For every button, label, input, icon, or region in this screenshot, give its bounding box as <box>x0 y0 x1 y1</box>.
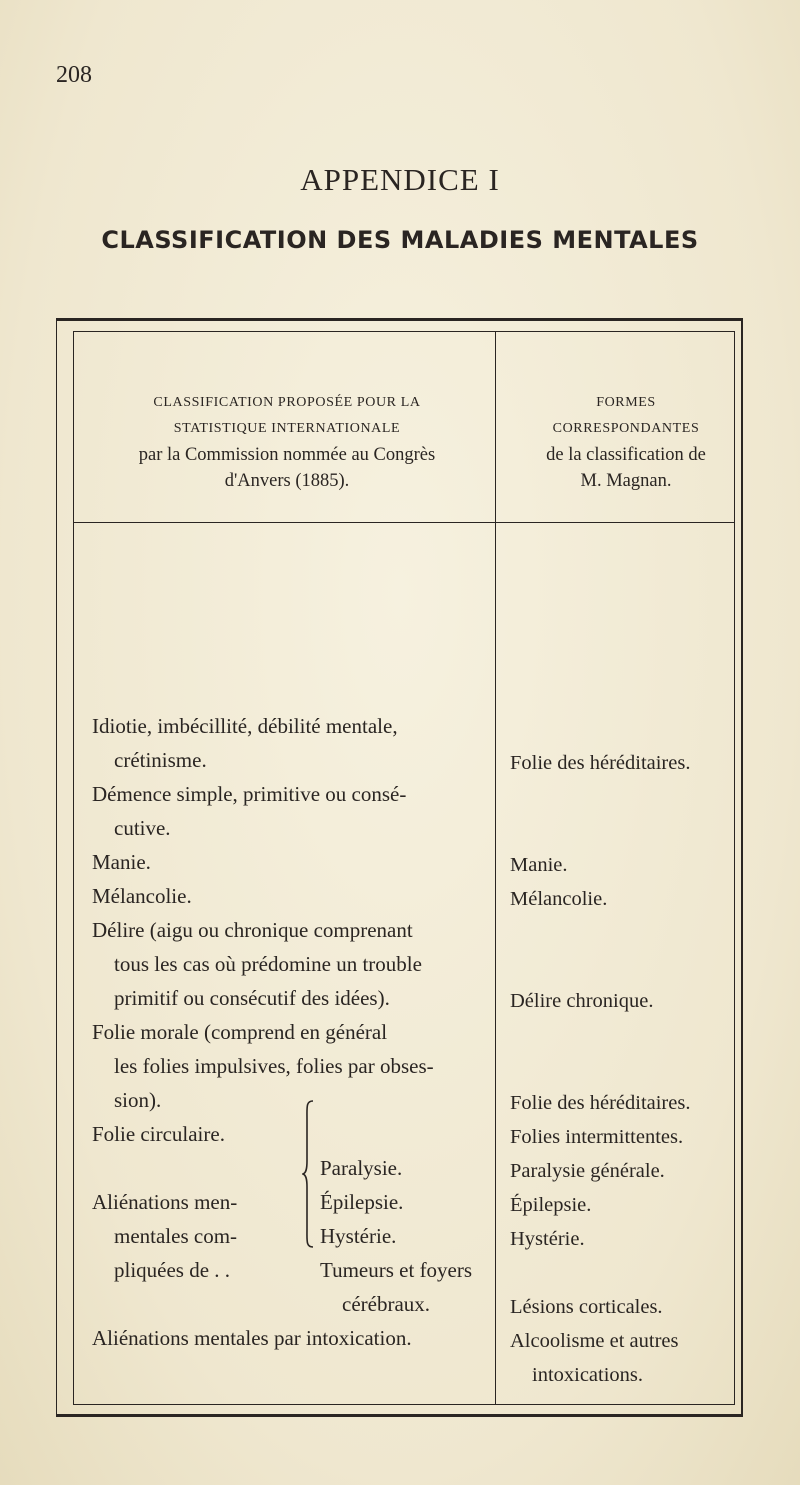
complication-item: Hystérie. <box>320 1224 397 1248</box>
right-entry-line: Délire chronique. <box>510 990 654 1012</box>
left-entry-line: Manie. <box>92 850 151 874</box>
left-entry-line: primitif ou consécutif des idées). <box>114 986 390 1010</box>
left-entry-line: Aliénations men- <box>92 1190 238 1214</box>
left-entry-line: sion). <box>114 1088 162 1112</box>
left-entry-line: Délire (aigu ou chronique comprenant <box>92 918 413 942</box>
header-rule <box>74 522 734 523</box>
right-entry-line: Paralysie générale. <box>510 1160 665 1182</box>
left-entry-line: cutive. <box>114 816 171 840</box>
left-header-line: par la Commission nommée au Congrès <box>138 445 436 465</box>
left-entry-line: pliquées de . . <box>114 1258 231 1282</box>
left-entry-line: crétinisme. <box>114 748 207 772</box>
right-entry-line: Folie des héréditaires. <box>510 752 691 774</box>
right-entry-line: Manie. <box>510 854 568 876</box>
complication-item: Tumeurs et foyers <box>320 1258 473 1282</box>
right-header-line: M. Magnan. <box>580 471 672 491</box>
left-entry-line: Démence simple, primitive ou consé- <box>92 782 407 806</box>
left-header-line: d'Anvers (1885). <box>224 471 350 491</box>
left-header-line: CLASSIFICATION PROPOSÉE POUR LA <box>153 395 421 410</box>
left-header-line: STATISTIQUE INTERNATIONALE <box>173 421 401 436</box>
right-column-header <box>499 390 753 494</box>
right-entry-line: Lésions corticales. <box>510 1296 663 1318</box>
right-entry-line: Hystérie. <box>510 1228 585 1250</box>
complication-item: Épilepsie. <box>320 1190 404 1214</box>
curly-brace-icon <box>302 1099 314 1249</box>
right-entry-line: Alcoolisme et autres <box>510 1330 679 1352</box>
left-entry-line: Idiotie, imbécillité, débilité mentale, <box>92 714 398 738</box>
right-entry-line: intoxications. <box>532 1364 644 1386</box>
left-column-header <box>82 390 492 494</box>
right-header-line: FORMES <box>596 395 656 410</box>
left-entry-line: Mélancolie. <box>92 884 192 908</box>
main-title: CLASSIFICATION DES MALADIES MENTALES <box>101 226 699 254</box>
complication-item: Paralysie. <box>320 1156 403 1180</box>
left-entry-line: Folie circulaire. <box>92 1122 225 1146</box>
left-entry-line: Aliénations mentales par intoxication. <box>92 1326 412 1350</box>
complication-item: cérébraux. <box>342 1292 431 1316</box>
right-entry-line: Mélancolie. <box>510 888 608 910</box>
left-entry-line: Folie morale (comprend en général <box>92 1020 388 1044</box>
right-header-line: CORRESPONDANTES <box>552 421 700 436</box>
column-divider <box>495 332 496 1404</box>
left-entry-line: tous les cas où prédomine un trouble <box>114 952 422 976</box>
page-number: 208 <box>56 62 92 88</box>
left-entry-line: les folies impulsives, folies par obses- <box>114 1054 434 1078</box>
right-entry-line: Folie des héréditaires. <box>510 1092 691 1114</box>
right-entry-line: Épilepsie. <box>510 1194 592 1216</box>
appendix-title: APPENDICE I <box>300 162 500 197</box>
left-entry-line: mentales com- <box>114 1224 238 1248</box>
right-header-line: de la classification de <box>546 445 706 465</box>
right-entry-line: Folies intermittentes. <box>510 1126 684 1148</box>
